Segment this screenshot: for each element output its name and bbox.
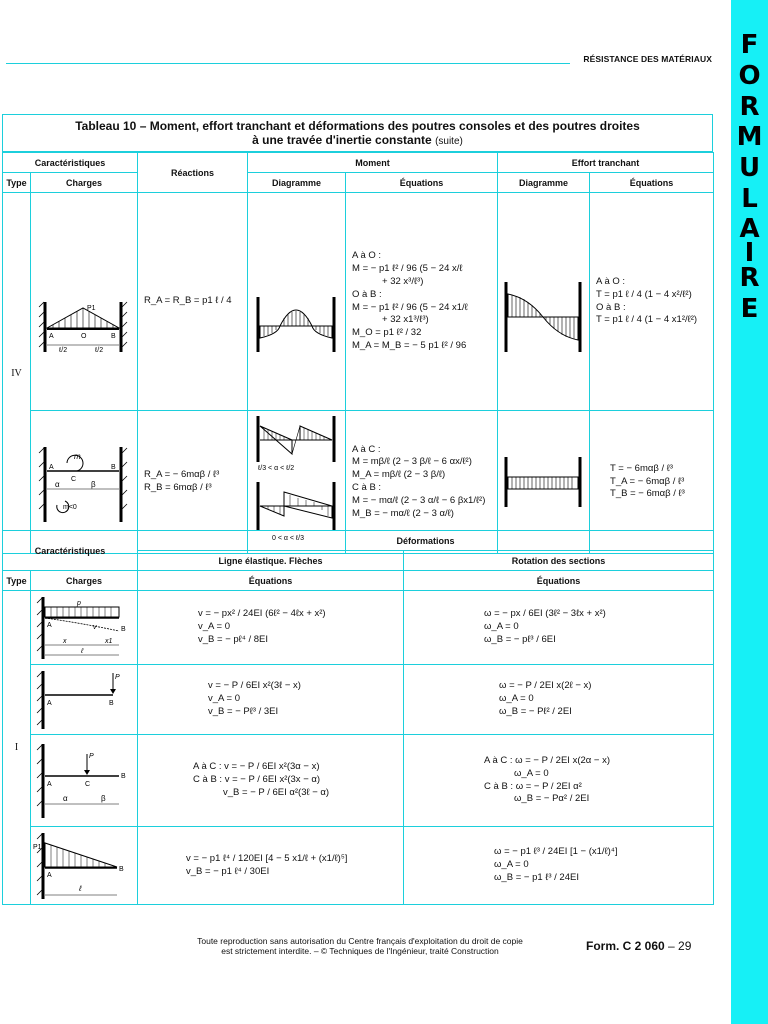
eq-line: R_A = − 6mαβ / ℓ³ [144,469,220,481]
sidebar-letter: F [740,30,759,60]
hdr2-type: Type [3,571,31,591]
label-p1: P1 [87,304,96,312]
form-reference [586,939,691,953]
eq-line: T = − 6mαβ / ℓ³ [610,462,673,474]
hdr-effort: Effort tranchant [498,153,714,173]
label-p: P [89,752,94,760]
hdr-effort-equations: Équations [590,173,714,193]
sidebar-letter: E [740,294,759,324]
eq-line: v = − p1 ℓ⁴ / 120EI [4 − 5 x1/ℓ + (x1/ℓ)⁵] [186,852,348,864]
label-a: A [49,464,54,471]
eq-line: v_A = 0 [208,693,240,705]
hdr-effort-diagramme: Diagramme [498,173,590,193]
eq-line: ω = − px / 6EI (3ℓ² − 3ℓx + x²) [484,608,606,620]
moment-diagram-row1 [248,193,346,411]
label-p1: P1 [33,843,42,851]
sidebar-letter: A [739,214,760,244]
charge-diagram-triangular [31,193,138,411]
shear-diagram-cubic [498,242,589,362]
beam-triangular-load-figure [31,242,137,362]
hdr-type: Type [3,173,31,193]
eq-line: ω_A = 0 [514,767,549,779]
eq-line: ω_B = − Pα² / 2EI [514,793,590,805]
label-c: C [85,780,91,788]
sidebar-letter: O [738,61,761,91]
eq-line: v_B = − pℓ⁴ / 8EI [198,633,269,645]
label-alpha: α [63,793,68,803]
hdr-moment-diagramme: Diagramme [248,173,346,193]
eq-line: ω_B = − Pℓ² / 2EI [499,705,572,717]
eq-line: M = − p1 ℓ² / 96 (5 − 24 x1/ℓ [352,301,468,313]
table-title [2,114,713,152]
label-o: O [81,332,87,340]
label-b: B [111,464,116,471]
eq-line: T_A = − 6mαβ / ℓ³ [610,475,685,487]
eq-line: C à B : [352,482,382,493]
label-a: A [47,871,52,879]
table-title-line2-text: à une travée d'inertie constante [252,133,432,147]
type-i: I [3,591,31,905]
hdr-reactions: Réactions [138,153,248,193]
hdr2-rotation: Rotation des sections [404,551,714,571]
cantilever-triangular-figure [31,829,137,903]
ligne-row2 [138,665,404,735]
label-beta: β [101,793,106,803]
sidebar-letter: R [739,92,760,122]
label-beta: β [91,480,96,489]
eq-line: v_B = − p1 ℓ⁴ / 30EI [186,865,270,877]
header-rule [6,63,570,64]
table-title-suffix: (suite) [435,136,463,147]
eq-line: M = − mα/ℓ (2 − 3 α/ℓ − 6 βx1/ℓ²) [352,494,486,506]
rotation-row1 [404,591,714,665]
hdr-charges: Charges [31,173,138,193]
eq-line: ω_A = 0 [484,621,519,633]
label-l2-right: ℓ/2 [95,346,104,354]
hdr2-charges: Charges [31,571,138,591]
eq-line: T_B = − 6mαβ / ℓ³ [610,488,685,500]
table-title-line1: Tableau 10 – Moment, effort tranchant et déformations des poutres consoles et des poutres droites [75,119,640,133]
cantilever-point-end-figure [31,667,137,733]
eq-line: v_A = 0 [198,621,230,633]
effort-equations-row1 [590,193,714,411]
label-m-neg: m<0 [63,504,77,511]
eq-line: O à B : [352,288,382,300]
table-title-line2 [3,133,712,147]
eq-line: M_B = − mα/ℓ (2 − 3 α/ℓ) [352,507,454,519]
eq-line: M = mβ/ℓ (2 − 3 β/ℓ − 6 αx/ℓ²) [352,456,472,468]
label-b: B [119,865,124,873]
ligne-row4 [138,827,404,905]
eq-line: M = − p1 ℓ² / 96 (5 − 24 x/ℓ [352,263,463,275]
label-b: B [121,625,126,633]
label-p: p [77,599,81,607]
charge-point-intermediate [31,735,138,827]
eq-line: ω = − P / 2EI x(2ℓ − x) [499,680,592,692]
condition-1: ℓ/3 < α < ℓ/2 [258,465,295,472]
sidebar-letter: M [736,122,763,152]
type-iv: IV [3,193,31,554]
ligne-row3 [138,735,404,827]
label-b: B [109,699,114,707]
effort-diagram-row1 [498,193,590,411]
hdr2-rotation-equations: Équations [404,571,714,591]
eq-line: v_B = − P / 6EI α²(3ℓ − α) [223,786,330,798]
label-x: x [63,637,67,645]
copyright-footer [160,936,560,956]
eq-line: + 32 x1³/ℓ³) [382,314,429,326]
hdr2-caracteristiques: Caractéristiques [3,531,138,571]
eq-line: M_A = M_B = − 5 p1 ℓ² / 96 [352,339,467,351]
rotation-row4 [404,827,714,905]
eq-line: ω_B = − pℓ³ / 6EI [484,633,556,645]
deformation-table [2,530,714,905]
shear-diagram-constant [498,427,589,537]
eq-line: M_A = mβ/ℓ (2 − 3 β/ℓ) [352,469,446,481]
label-b: B [111,332,116,340]
footer-line1: Toute reproduction sans autorisation du Centre français d'exploitation du droit de copie [197,936,523,946]
eq-line: ω_B = − p1 ℓ³ / 24EI [494,871,579,883]
label-a: A [47,699,52,707]
moment-equations-row1 [346,193,498,411]
moment-table [2,152,714,554]
sidebar-letter: R [739,263,760,293]
eq-line: A à C : v = − P / 6EI x²(3α − x) [193,761,320,773]
eq-line: A à O : [352,250,382,262]
eq-line: A à C : ω = − P / 2EI x(2α − x) [484,754,611,766]
eq-line: A à C : [352,443,381,455]
hdr-caracteristiques: Caractéristiques [3,153,138,173]
section-title: RÉSISTANCE DES MATÉRIAUX [583,54,712,64]
sidebar-letter: I [744,238,755,268]
eq-line: T = p1 ℓ / 4 (1 − 4 x1²/ℓ²) [596,314,698,326]
label-a: A [47,780,52,788]
label-m: m [74,452,81,461]
condition-2: 0 < α < ℓ/3 [272,535,305,542]
eq-line: ω_A = 0 [494,859,529,871]
eq-line: ω = − p1 ℓ³ / 24EI [1 − (x1/ℓ)⁴] [494,846,618,858]
eq-line: M_O = p1 ℓ² / 32 [352,327,422,339]
label-c: C [71,476,77,483]
rotation-row3 [404,735,714,827]
eq-line: R_B = 6mαβ / ℓ³ [144,482,212,493]
eq-line: v = − px² / 24EI (6ℓ² − 4ℓx + x²) [198,608,326,620]
moment-diagram-parabola [248,242,345,362]
hdr-moment-equations: Équations [346,173,498,193]
eq-line: ω_A = 0 [499,693,534,705]
hdr2-ligne-equations: Équations [138,571,404,591]
hdr2-deformations: Déformations [138,531,714,551]
label-l: ℓ [79,883,82,893]
form-code: Form. C 2 060 [586,939,665,953]
label-l2-left: ℓ/2 [59,346,68,354]
sidebar-letter: U [738,153,761,183]
label-v: v [93,623,97,631]
label-x1: x1 [105,637,113,645]
page-number: – 29 [668,939,692,953]
charge-point-end [31,665,138,735]
cantilever-uniform-figure [31,593,137,663]
eq-line: T = p1 ℓ / 4 (1 − 4 x²/ℓ²) [596,288,692,300]
reaction-eq: R_A = R_B = p1 ℓ / 4 [144,295,232,307]
hdr-moment: Moment [248,153,498,173]
eq-line: A à O : [596,275,626,287]
label-a: A [49,332,54,340]
cantilever-point-mid-figure [31,738,137,824]
ligne-row1 [138,591,404,665]
label-p: P [115,673,120,681]
label-a: A [47,621,52,629]
hdr2-ligne: Ligne élastique. Flèches [138,551,404,571]
label-b: B [121,772,126,780]
footer-line2: est strictement interdite. – © Techniques de l'Ingénieur, traité Construction [221,946,499,957]
eq-line: + 32 x³/ℓ³) [382,275,424,287]
eq-line: v = − P / 6EI x²(3ℓ − x) [208,680,301,692]
label-alpha: α [55,480,60,489]
charge-uniform [31,591,138,665]
beam-couple-figure [31,427,137,537]
charge-triangular-cantilever [31,827,138,905]
eq-line: v_B = − Pℓ³ / 3EI [208,705,279,717]
formulaire-sidebar [731,0,768,1024]
label-l: ℓ [81,647,84,655]
eq-line: C à B : v = − P / 6EI x²(3x − α) [193,774,321,786]
sidebar-letter: L [741,184,758,214]
rotation-row2 [404,665,714,735]
reactions-row1 [138,193,248,411]
eq-line: O à B : [596,301,626,313]
eq-line: C à B : ω = − P / 2EI α² [484,780,582,792]
